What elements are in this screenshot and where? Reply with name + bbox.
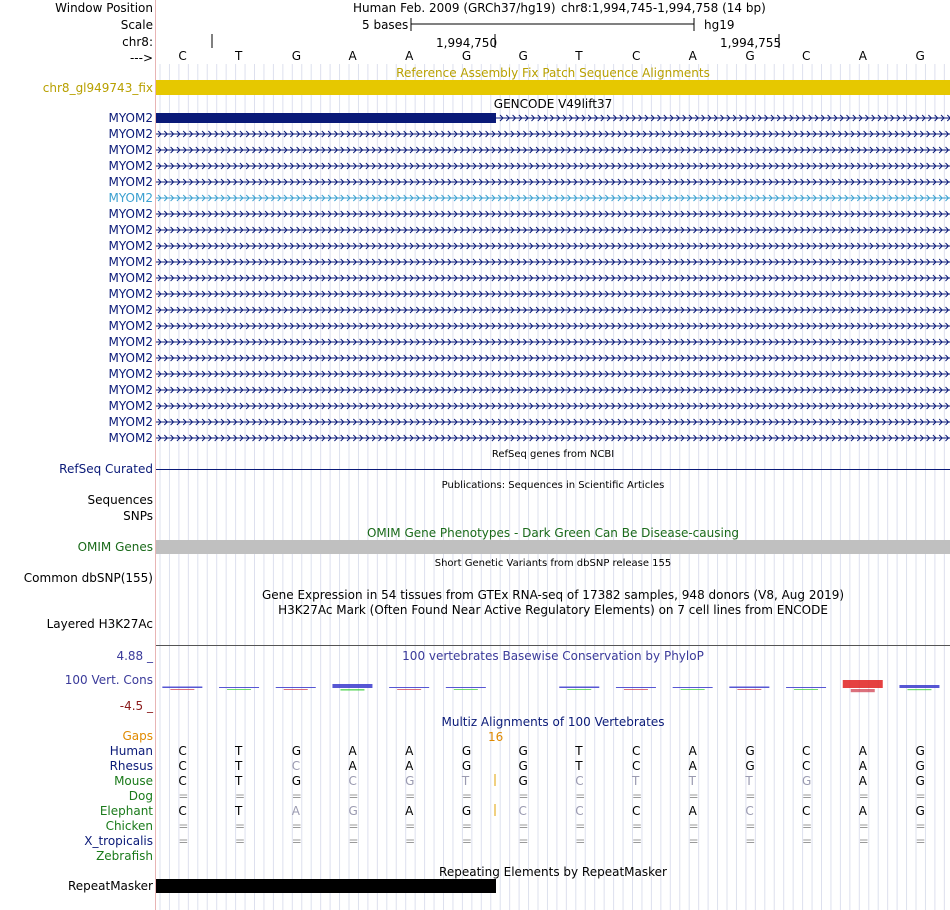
phylop-bar: [162, 687, 202, 689]
multiz-base: G: [518, 759, 528, 773]
multiz-base: G: [915, 774, 925, 788]
multiz-base: T: [575, 744, 583, 758]
gencode-transcript-label[interactable]: MYOM2: [108, 399, 153, 413]
multiz-base: A: [348, 759, 357, 773]
multiz-base: T: [235, 774, 243, 788]
reference-base: T: [235, 49, 243, 63]
gencode-transcript-label[interactable]: MYOM2: [108, 319, 153, 333]
repeatmasker-label[interactable]: RepeatMasker: [67, 879, 153, 893]
phylop-bar-neg: [170, 689, 194, 690]
phylop-bar: [786, 687, 826, 688]
gencode-transcript-label[interactable]: MYOM2: [108, 143, 153, 157]
multiz-base: =: [915, 789, 926, 803]
phylop-bar-neg: [454, 689, 478, 690]
multiz-base: =: [915, 819, 926, 833]
multiz-base: =: [688, 819, 699, 833]
multiz-gap-count: 16: [488, 730, 504, 744]
multiz-base: =: [745, 789, 756, 803]
multiz-base: A: [858, 744, 867, 758]
gencode-transcript-label[interactable]: MYOM2: [108, 239, 153, 253]
omim-title: OMIM Gene Phenotypes - Dark Green Can Be Disease-causing: [366, 526, 740, 540]
phylop-bar: [332, 684, 372, 688]
gencode-transcript-label[interactable]: MYOM2: [108, 383, 153, 397]
multiz-base: T: [461, 774, 470, 788]
phylop-max-label: 4.88 _: [116, 649, 153, 663]
multiz-gap-marks: [0, 770, 950, 820]
multiz-base: =: [858, 834, 869, 848]
dbsnp-label[interactable]: Common dbSNP(155): [23, 571, 153, 585]
multiz-base: =: [348, 819, 359, 833]
multiz-base: =: [178, 834, 189, 848]
omim-bar[interactable]: [156, 540, 950, 554]
gencode-transcript[interactable]: [156, 144, 950, 156]
multiz-base: C: [631, 759, 641, 773]
multiz-species-label[interactable]: Zebrafish: [96, 849, 153, 863]
gencode-transcript[interactable]: [156, 256, 950, 268]
multiz-base: T: [631, 774, 640, 788]
multiz-base: =: [461, 834, 472, 848]
multiz-base: G: [291, 774, 302, 788]
gencode-transcript-label[interactable]: MYOM2: [108, 271, 153, 285]
refseq-line[interactable]: [156, 469, 950, 470]
gencode-transcript[interactable]: [156, 288, 950, 300]
phylop-bar: [389, 687, 429, 688]
multiz-base: C: [178, 774, 187, 788]
phylop-bar: [446, 687, 486, 688]
pubs-label-snps[interactable]: SNPs: [123, 509, 153, 523]
multiz-base: C: [802, 759, 811, 773]
phylop-bar: [729, 687, 769, 689]
gencode-transcript[interactable]: [156, 272, 950, 284]
phylop-bar: [899, 685, 939, 688]
multiz-base: C: [575, 804, 584, 818]
gencode-transcript-label[interactable]: MYOM2: [108, 351, 153, 365]
reference-base: G: [915, 49, 925, 63]
multiz-base: G: [291, 744, 302, 758]
multiz-base: G: [518, 744, 528, 758]
db-name: hg19: [704, 18, 735, 32]
multiz-species-label[interactable]: Dog: [128, 789, 153, 803]
h3k27ac-baseline: [156, 645, 950, 646]
gencode-transcript[interactable]: [156, 224, 950, 236]
scale-label: Scale: [120, 18, 153, 32]
fix-patch-label[interactable]: chr8_gl949743_fix: [42, 81, 153, 95]
gencode-title: GENCODE V49lift37: [493, 97, 613, 111]
gencode-transcript[interactable]: [156, 384, 950, 396]
multiz-base: C: [178, 804, 187, 818]
multiz-base: C: [631, 804, 641, 818]
phylop-bar-neg: [907, 689, 931, 690]
phylop-title: 100 vertebrates Basewise Conservation by PhyloP: [402, 649, 704, 663]
multiz-base: T: [235, 744, 243, 758]
multiz-base: G: [802, 774, 812, 788]
multiz-base: G: [745, 744, 755, 758]
multiz-base: C: [291, 759, 301, 773]
multiz-base: =: [915, 834, 926, 848]
multiz-base: T: [575, 759, 583, 773]
refseq-title: RefSeq genes from NCBI: [491, 449, 615, 460]
multiz-base: G: [461, 804, 472, 818]
chrom-label: chr8:: [122, 35, 153, 49]
multiz-base: A: [858, 804, 867, 818]
gencode-transcript-label[interactable]: MYOM2: [108, 255, 153, 269]
phylop-bar-neg: [567, 689, 591, 690]
phylop-bar-neg: [284, 689, 308, 690]
gencode-transcript-label[interactable]: MYOM2: [108, 111, 153, 125]
gencode-transcript-label[interactable]: MYOM2: [108, 127, 153, 141]
gencode-transcript[interactable]: [156, 240, 950, 252]
multiz-base: =: [405, 834, 416, 848]
position-readout: chr8:1,994,745-1,994,758 (14 bp): [561, 1, 766, 15]
fix-patch-title: Reference Assembly Fix Patch Sequence Alignments: [396, 66, 710, 80]
multiz-base: =: [405, 789, 416, 803]
multiz-base: =: [688, 834, 699, 848]
multiz-base: A: [348, 744, 357, 758]
multiz-base: A: [291, 804, 300, 818]
multiz-base: =: [235, 819, 246, 833]
multiz-base: A: [688, 804, 697, 818]
reference-base: A: [858, 49, 867, 63]
multiz-base: T: [235, 759, 243, 773]
gencode-transcript[interactable]: [156, 352, 950, 364]
multiz-base: =: [575, 834, 586, 848]
reference-base: T: [575, 49, 583, 63]
pubs-title: Publications: Sequences in Scientific Articles: [441, 480, 665, 491]
multiz-base: =: [631, 789, 642, 803]
gencode-transcript[interactable]: [156, 304, 950, 316]
multiz-species-label[interactable]: Chicken: [105, 819, 153, 833]
multiz-base: =: [178, 819, 189, 833]
phylop-min-label: -4.5 _: [119, 699, 153, 713]
gencode-transcript[interactable]: [156, 400, 950, 412]
multiz-base: =: [235, 789, 246, 803]
h3k27ac-label[interactable]: Layered H3K27Ac: [46, 617, 153, 631]
multiz-base: C: [745, 804, 754, 818]
multiz-base: T: [688, 774, 696, 788]
phylop-bar-neg: [227, 689, 251, 690]
gencode-transcript[interactable]: [156, 432, 950, 444]
multiz-base: A: [405, 804, 414, 818]
multiz-base: G: [518, 774, 528, 788]
multiz-base: =: [631, 834, 642, 848]
multiz-base: =: [518, 834, 529, 848]
gencode-transcript-label[interactable]: MYOM2: [108, 223, 153, 237]
multiz-base: C: [348, 774, 357, 788]
multiz-base: =: [518, 819, 529, 833]
multiz-base: =: [348, 789, 359, 803]
gencode-transcript-label[interactable]: MYOM2: [108, 367, 153, 381]
phylop-bar-neg: [681, 689, 705, 690]
gencode-transcript-label[interactable]: MYOM2: [108, 303, 153, 317]
multiz-base: =: [802, 834, 813, 848]
gencode-transcript[interactable]: [156, 208, 950, 220]
multiz-base: =: [631, 819, 642, 833]
multiz-base: G: [915, 759, 925, 773]
phylop-bar-neg: [340, 689, 364, 691]
multiz-base: =: [291, 819, 302, 833]
multiz-base: =: [461, 789, 472, 803]
gencode-transcript[interactable]: [156, 336, 950, 348]
multiz-gaps-label: Gaps: [122, 729, 153, 743]
multiz-base: =: [348, 834, 359, 848]
multiz-species-label[interactable]: Mouse: [114, 774, 153, 788]
gencode-transcript[interactable]: [156, 112, 950, 124]
gencode-transcript[interactable]: [156, 128, 950, 140]
multiz-base: C: [178, 759, 187, 773]
multiz-base: A: [688, 744, 697, 758]
multiz-base: A: [405, 759, 414, 773]
multiz-base: A: [858, 774, 867, 788]
phylop-bar: [559, 687, 599, 689]
phylop-bar-neg: [737, 689, 761, 690]
reference-base: A: [405, 49, 414, 63]
gencode-transcript[interactable]: [156, 160, 950, 172]
phylop-bar: [276, 687, 316, 688]
gencode-transcript-label[interactable]: MYOM2: [108, 191, 153, 205]
scale-text: 5 bases: [362, 18, 409, 32]
phylop-bar: [219, 687, 259, 688]
multiz-base: =: [405, 819, 416, 833]
phylop-bar: [843, 680, 883, 688]
multiz-base: =: [858, 819, 869, 833]
fix-patch-bar[interactable]: [156, 80, 950, 95]
omim-label[interactable]: OMIM Genes: [77, 540, 153, 554]
assembly-name: Human Feb. 2009 (GRCh37/hg19): [353, 1, 556, 15]
gencode-transcript-label[interactable]: MYOM2: [108, 415, 153, 429]
reference-base: G: [745, 49, 755, 63]
reference-base: C: [631, 49, 641, 63]
multiz-base: =: [178, 789, 189, 803]
phylop-label[interactable]: 100 Vert. Cons: [64, 673, 153, 687]
multiz-base: C: [631, 744, 641, 758]
multiz-base: =: [291, 789, 302, 803]
gencode-transcript-label[interactable]: MYOM2: [108, 175, 153, 189]
multiz-base: C: [178, 744, 187, 758]
multiz-title: Multiz Alignments of 100 Vertebrates: [441, 715, 665, 729]
gencode-transcript[interactable]: [156, 368, 950, 380]
reference-base: A: [348, 49, 357, 63]
multiz-base: =: [235, 834, 246, 848]
gencode-transcript[interactable]: [156, 176, 950, 188]
multiz-base: =: [461, 819, 472, 833]
multiz-base: =: [575, 789, 586, 803]
multiz-species-label[interactable]: Elephant: [99, 804, 153, 818]
multiz-base: C: [802, 804, 811, 818]
phylop-bar-neg: [624, 689, 648, 690]
repeatmasker-title: Repeating Elements by RepeatMasker: [439, 865, 667, 879]
multiz-base: A: [858, 759, 867, 773]
multiz-species-label[interactable]: Rhesus: [109, 759, 153, 773]
refseq-label[interactable]: RefSeq Curated: [59, 462, 153, 476]
phylop-plot: [156, 660, 950, 710]
phylop-bar-neg: [851, 689, 875, 692]
gencode-transcript-label[interactable]: MYOM2: [108, 159, 153, 173]
tick-label-1: 1,994,750: [436, 36, 498, 50]
multiz-base: A: [688, 759, 697, 773]
multiz-base: =: [858, 789, 869, 803]
gencode-transcript[interactable]: [156, 192, 950, 204]
reference-base: A: [688, 49, 697, 63]
reference-base: G: [291, 49, 302, 63]
reference-base: C: [178, 49, 187, 63]
multiz-species-label[interactable]: X_tropicalis: [84, 834, 153, 848]
gencode-transcript-label[interactable]: MYOM2: [108, 431, 153, 445]
window-position-label: Window Position: [55, 1, 153, 15]
phylop-bar-neg: [397, 689, 421, 690]
multiz-base: G: [348, 804, 358, 818]
multiz-species-label[interactable]: Human: [109, 744, 153, 758]
gencode-transcript-label[interactable]: MYOM2: [108, 335, 153, 349]
multiz-base: G: [745, 759, 755, 773]
strand-label: --->: [129, 51, 153, 65]
multiz-base: T: [745, 774, 753, 788]
gencode-transcript[interactable]: [156, 320, 950, 332]
multiz-base: =: [802, 789, 813, 803]
multiz-base: G: [461, 744, 472, 758]
multiz-base: =: [745, 819, 756, 833]
phylop-bar: [616, 687, 656, 688]
multiz-base: G: [915, 804, 925, 818]
dbsnp-title: Short Genetic Variants from dbSNP release 155: [434, 558, 672, 569]
multiz-base: =: [688, 789, 699, 803]
multiz-base: =: [802, 819, 813, 833]
multiz-base: C: [518, 804, 527, 818]
h3k27ac-title: H3K27Ac Mark (Often Found Near Active Regulatory Elements) on 7 cell lines from ENCODE: [278, 603, 828, 617]
phylop-bar-neg: [794, 689, 818, 690]
gtex-title: Gene Expression in 54 tissues from GTEx RNA-seq of 17382 samples, 948 donors (V8, Aug 2019): [261, 588, 845, 602]
multiz-base: =: [575, 819, 586, 833]
multiz-base: T: [235, 804, 243, 818]
pubs-label-sequences[interactable]: Sequences: [87, 493, 153, 507]
gencode-transcript-label[interactable]: MYOM2: [108, 287, 153, 301]
reference-base: G: [461, 49, 472, 63]
multiz-base: C: [575, 774, 584, 788]
repeatmasker-bar[interactable]: [156, 879, 496, 893]
reference-base: C: [802, 49, 811, 63]
multiz-base: G: [461, 759, 472, 773]
multiz-base: A: [405, 744, 414, 758]
multiz-base: =: [291, 834, 302, 848]
phylop-bar: [673, 687, 713, 688]
tick-label-2: 1,994,755: [720, 36, 782, 50]
gencode-transcript[interactable]: [156, 416, 950, 428]
multiz-base: G: [405, 774, 415, 788]
multiz-base: C: [802, 744, 811, 758]
multiz-base: =: [518, 789, 529, 803]
reference-base: G: [518, 49, 528, 63]
multiz-base: G: [915, 744, 925, 758]
multiz-base: =: [745, 834, 756, 848]
gencode-transcript-label[interactable]: MYOM2: [108, 207, 153, 221]
